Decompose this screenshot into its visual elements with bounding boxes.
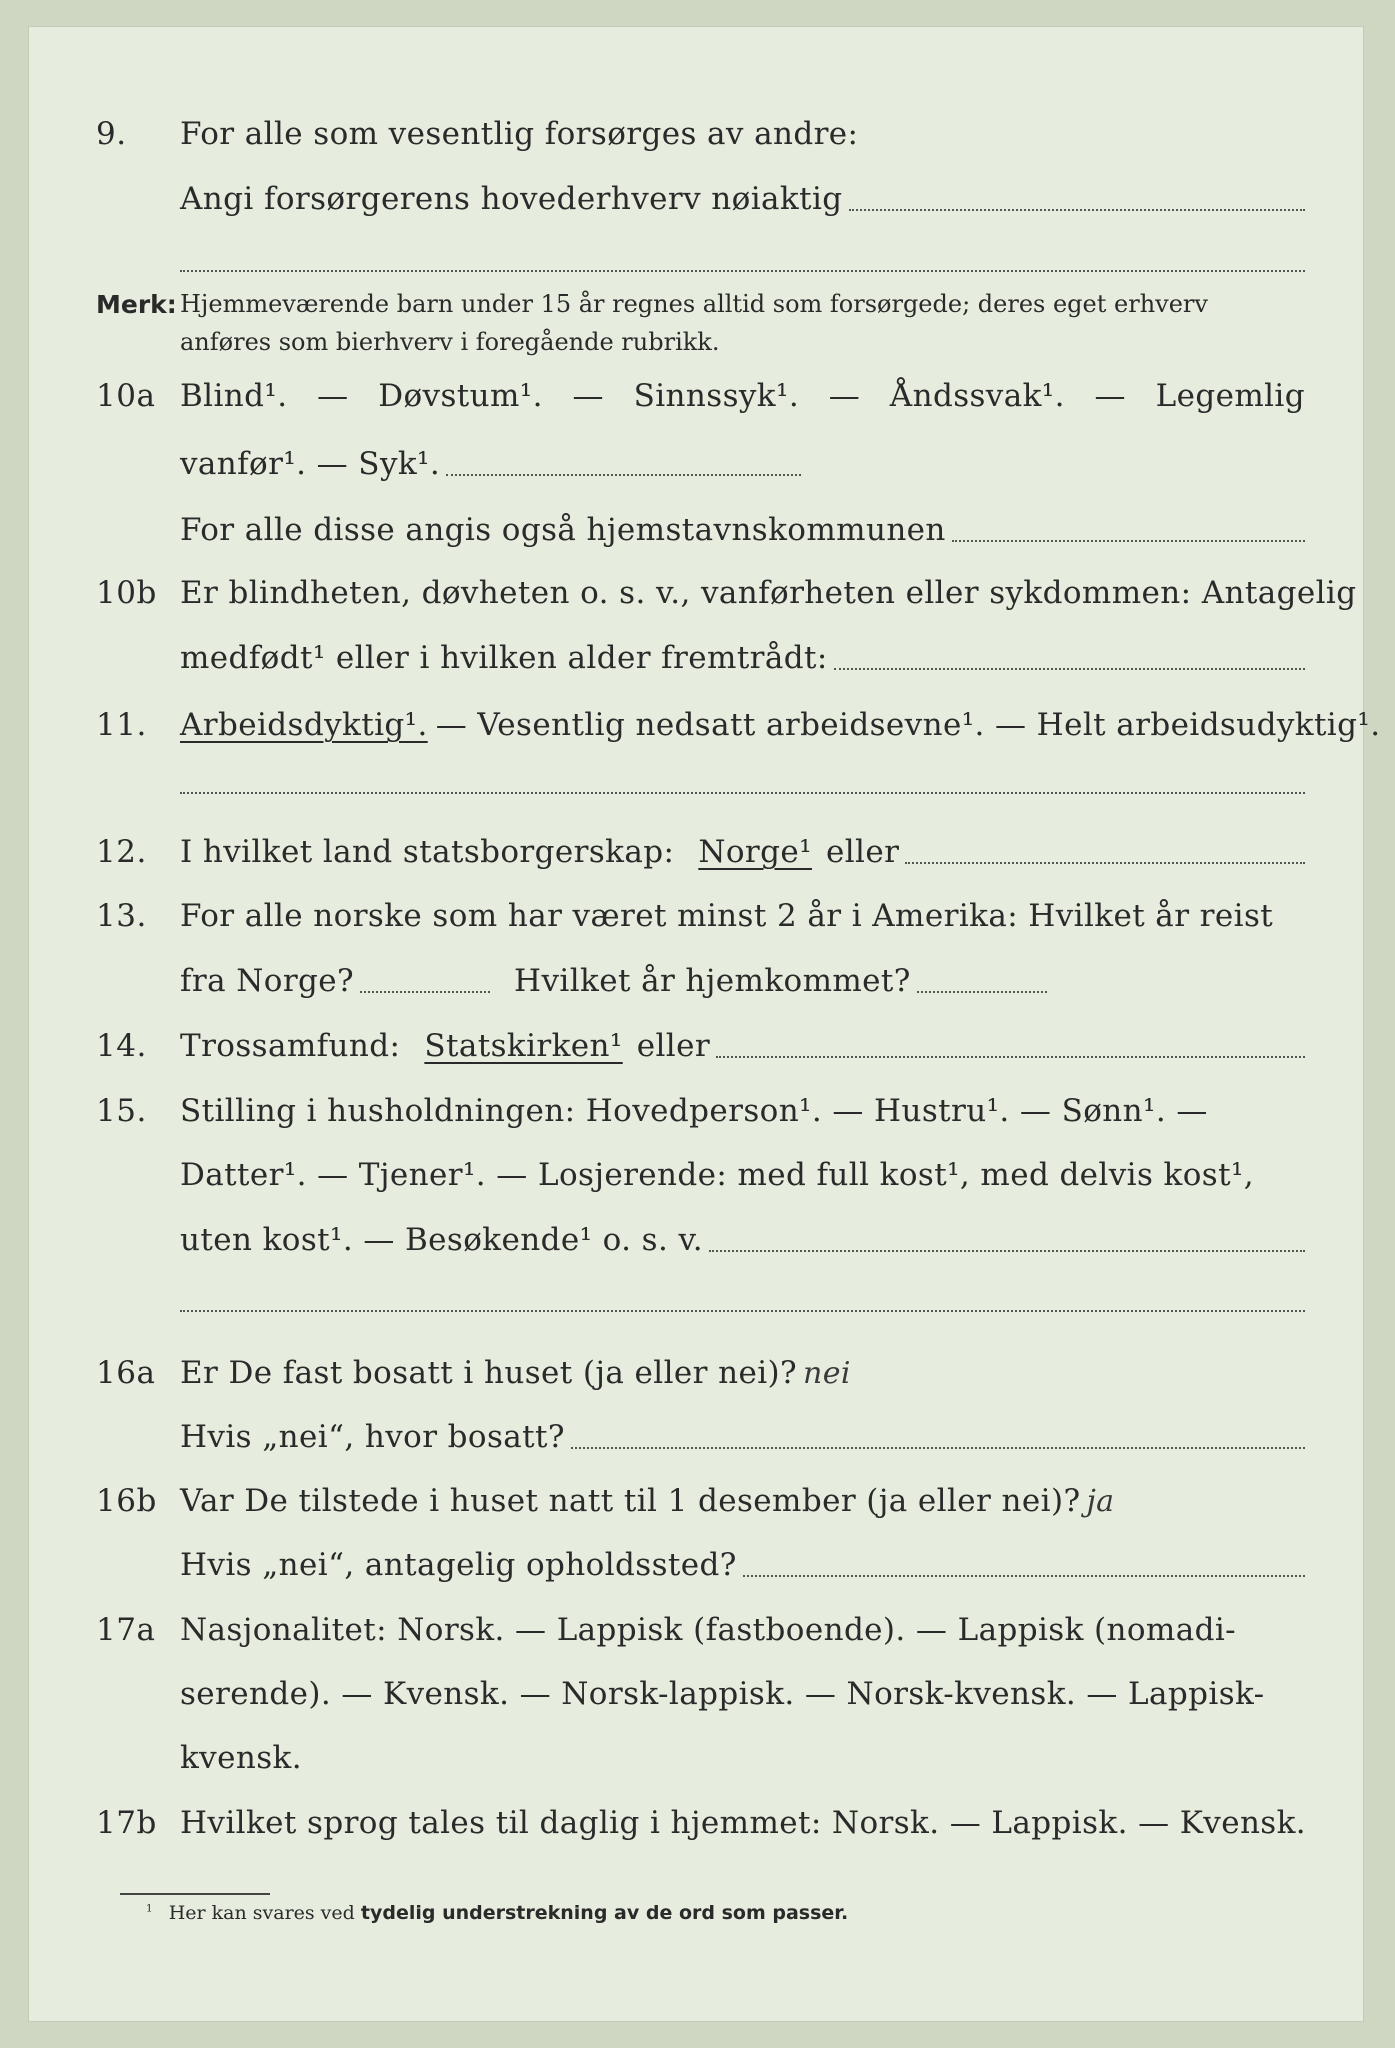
answer-field-q15[interactable]: [709, 1250, 1305, 1252]
q10a-line3-text: For alle disse angis også hjemstavnskommunen: [180, 512, 946, 548]
q10a-part-9: Legemlig: [1155, 378, 1305, 414]
q16a-line1: [180, 1355, 1305, 1391]
merk-line1: Hjemmeværende barn under 15 år regnes alltid som forsørgede; deres eget erhverv: [180, 290, 1208, 318]
item-number-11: 11.: [96, 707, 147, 743]
item-number-10a: 10a: [96, 378, 156, 414]
q16a-line1-text: Er De fast bosatt i huset (ja eller nei)?: [180, 1355, 798, 1391]
q10b-line2-text: medfødt¹ eller i hvilken alder fremtrådt:: [180, 640, 828, 676]
q17a-line3: kvensk.: [180, 1740, 302, 1776]
q13-line2: [180, 963, 1305, 999]
q16b-line2-text: Hvis „nei“, antagelig opholdssted?: [180, 1547, 737, 1583]
q15-line3-text: uten kost¹. — Besøkende¹ o. s. v.: [180, 1222, 703, 1258]
item-number-13: 13.: [96, 898, 147, 934]
q13-line1: For alle norske som har været minst 2 år i Amerika: Hvilket år reist: [180, 898, 1274, 934]
q10a-line2-text: vanfør¹. — Syk¹.: [180, 446, 441, 482]
answer-field-q14[interactable]: [716, 1056, 1305, 1058]
q9-line2-text: Angi forsørgerens hovederhverv nøiaktig: [180, 181, 843, 217]
q10a-line1: [180, 378, 1305, 414]
q14-line: [180, 1028, 1305, 1064]
footnote-mark: 1: [146, 1902, 153, 1915]
q15-line2: Datter¹. — Tjener¹. — Losjerende: med full kost¹, med delvis kost¹,: [180, 1157, 1255, 1193]
q11-selected-option: Arbeidsdyktig¹.: [180, 707, 428, 743]
footnote-pre: Her kan svares ved: [168, 1902, 355, 1924]
q10b-line1: Er blindheten, døvheten o. s. v., vanførheten eller sykdommen: Antagelig: [180, 575, 1357, 611]
answer-field-q13-hjemkommet[interactable]: [917, 991, 1047, 993]
answer-field-q10a-syk[interactable]: [446, 474, 801, 476]
answer-field-q9-extra[interactable]: [180, 270, 1305, 272]
q14-post: eller: [636, 1028, 711, 1064]
q12-pre: I hvilket land statsborgerskap:: [180, 834, 675, 870]
footnote-rule: [120, 1893, 270, 1895]
q14-selected-option: Statskirken¹: [424, 1028, 623, 1064]
q10b-line2: [180, 640, 1305, 676]
q12-post: eller: [825, 834, 900, 870]
q16b-line2: [180, 1547, 1305, 1583]
item-number-12: 12.: [96, 834, 147, 870]
item-number-16a: 16a: [96, 1355, 156, 1391]
answer-field-q12[interactable]: [905, 862, 1305, 864]
q16a-line2: [180, 1419, 1305, 1455]
merk-label: Merk:: [96, 290, 177, 319]
merk-line2: anføres som bierhverv i foregående rubrikk.: [180, 328, 720, 356]
q16b-line1: [180, 1483, 1305, 1519]
q10a-part-8: —: [1094, 378, 1126, 414]
answer-field-q13-reist[interactable]: [360, 991, 490, 993]
item-number-17b: 17b: [96, 1805, 157, 1841]
q17b-line1: Hvilket sprog tales til daglig i hjemmet: Norsk. — Lappisk. — Kvensk.: [180, 1805, 1307, 1841]
q10a-line3: [180, 512, 1305, 548]
answer-field-q16a[interactable]: [571, 1447, 1305, 1449]
q14-pre: Trossamfund:: [180, 1028, 401, 1064]
answer-field-q11[interactable]: [180, 792, 1305, 794]
q17a-line2: serende). — Kvensk. — Norsk-lappisk. — Norsk-kvensk. — Lappisk-: [180, 1676, 1265, 1712]
q12-selected-option: Norge¹: [698, 834, 812, 870]
q13-line2a: fra Norge?: [180, 963, 355, 999]
q10a-part-5: Sinnssyk¹.: [633, 378, 800, 414]
item-number-15: 15.: [96, 1093, 147, 1129]
q11-line: [180, 707, 1381, 743]
item-number-9: 9.: [96, 116, 127, 152]
answer-field-q10a-kommune[interactable]: [952, 540, 1305, 542]
answer-field-q9[interactable]: [849, 209, 1305, 211]
q10a-part-1: Blind¹.: [180, 378, 288, 414]
item-number-17a: 17a: [96, 1612, 156, 1648]
item-number-10b: 10b: [96, 575, 157, 611]
q10a-part-6: —: [828, 378, 861, 414]
footnote: [146, 1902, 848, 1924]
q17a-line1: Nasjonalitet: Norsk. — Lappisk (fastboende). — Lappisk (nomadi-: [180, 1612, 1237, 1648]
answer-field-q15-extra[interactable]: [180, 1310, 1305, 1312]
census-form-page: [28, 26, 1364, 2022]
q10a-part-3: Døvstum¹.: [378, 378, 543, 414]
q16b-handwritten-answer: ja: [1086, 1484, 1115, 1519]
item-number-14: 14.: [96, 1028, 147, 1064]
answer-field-q10b[interactable]: [834, 668, 1305, 670]
q16a-line2-text: Hvis „nei“, hvor bosatt?: [180, 1419, 565, 1455]
q16a-handwritten-answer: nei: [803, 1356, 851, 1391]
q9-line2: [180, 181, 1305, 217]
q10a-part-2: —: [317, 378, 349, 414]
answer-field-q16b[interactable]: [743, 1575, 1305, 1577]
q9-line1: For alle som vesentlig forsørges av andre:: [180, 116, 859, 152]
footnote-bold: tydelig understrekning av de ord som passer.: [360, 1902, 849, 1924]
q16b-line1-text: Var De tilstede i huset natt til 1 desember (ja eller nei)?: [180, 1483, 1081, 1519]
q10a-line2: [180, 446, 1305, 482]
q10a-part-7: Åndssvak¹.: [889, 378, 1065, 414]
q12-line: [180, 834, 1305, 870]
q11-rest: — Vesentlig nedsatt arbeidsevne¹. — Helt arbeidsudyktig¹.: [435, 707, 1381, 743]
q13-line2b: Hvilket år hjemkommet?: [514, 963, 911, 999]
q10a-part-4: —: [572, 378, 604, 414]
q15-line1: Stilling i husholdningen: Hovedperson¹. — Hustru¹. — Sønn¹. —: [180, 1093, 1208, 1129]
item-number-16b: 16b: [96, 1483, 157, 1519]
q15-line3: [180, 1222, 1305, 1258]
